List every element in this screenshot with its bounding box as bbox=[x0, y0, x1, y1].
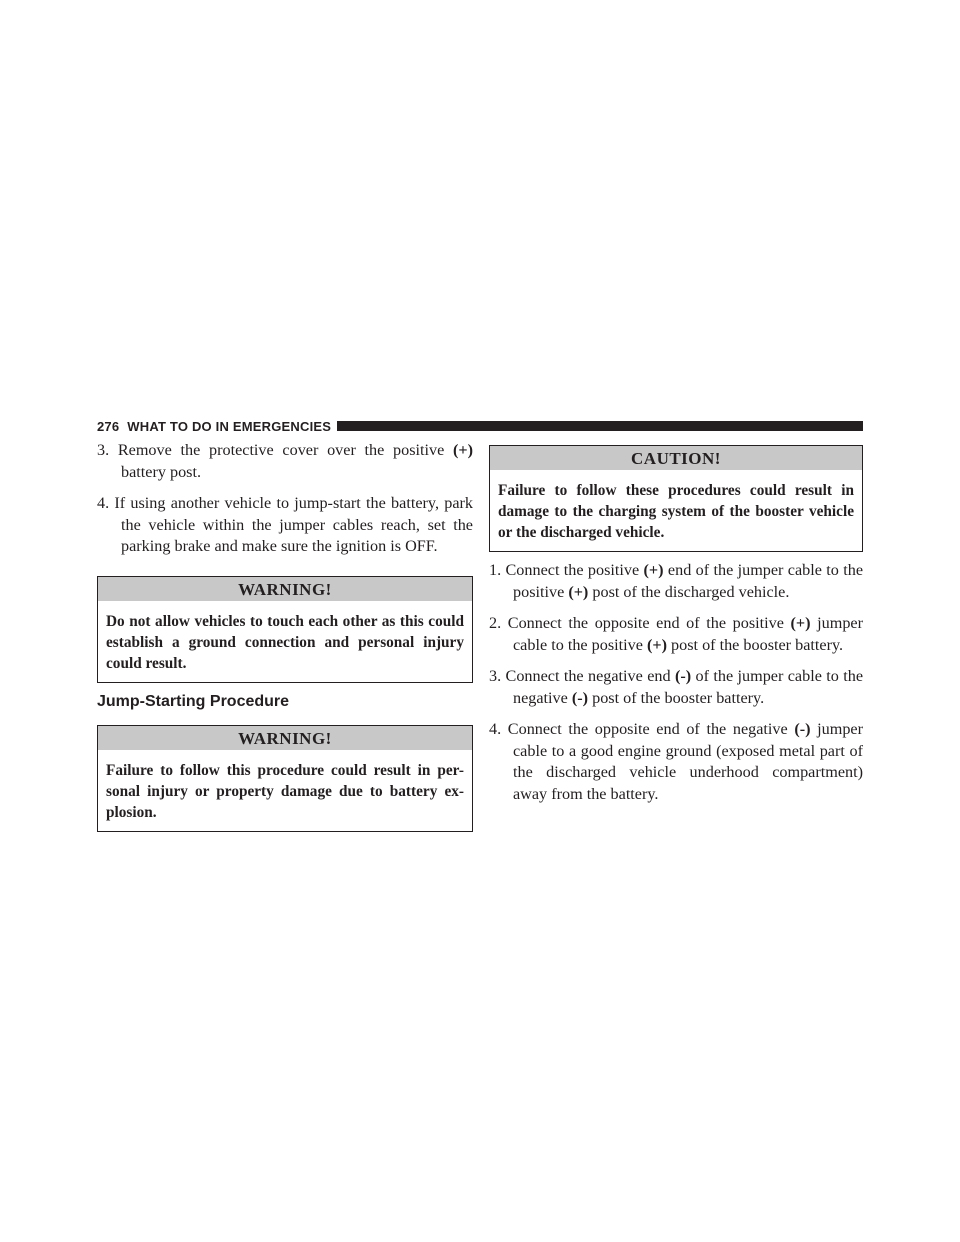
step-number: 3. bbox=[489, 667, 502, 685]
warning-text: Failure to follow this procedure could result in per-sonal injury or property damage due to battery ex-plosion. bbox=[106, 761, 464, 821]
warning-title: WARNING! bbox=[98, 726, 472, 750]
left-column bbox=[97, 440, 473, 832]
step-text: Connect the positive bbox=[505, 561, 644, 579]
positive-symbol: (+) bbox=[643, 561, 664, 579]
step-text: jumper cable to a good engine ground (exposed metal part of the discharged vehicle underhood compartment) away from the battery. bbox=[513, 720, 864, 803]
procedure-steps bbox=[489, 560, 863, 805]
warning-box-vehicles bbox=[97, 576, 473, 683]
step-text: post of the booster battery. bbox=[666, 635, 844, 654]
step-number: 2. bbox=[489, 614, 502, 632]
step-number: 4. bbox=[97, 494, 110, 512]
negative-symbol: (-) bbox=[674, 667, 692, 685]
step-text: Remove the protective cover over the positive bbox=[117, 441, 453, 459]
step-text: of the jumper cable to the negative bbox=[513, 667, 863, 707]
step-text: post of the discharged vehicle. bbox=[588, 582, 790, 601]
warning-text: Do not allow vehicles to touch each other as this could establish a ground connection and personal injury could result. bbox=[106, 612, 464, 672]
positive-symbol: (+) bbox=[790, 614, 811, 632]
subheading-jump-starting: Jump-Starting Procedure bbox=[97, 692, 290, 710]
step-text: Connect the opposite end of the negative bbox=[507, 720, 795, 738]
step-3 bbox=[97, 440, 473, 483]
procedure-step-2 bbox=[489, 613, 863, 656]
right-column bbox=[489, 445, 863, 815]
step-text: battery post. bbox=[121, 462, 202, 481]
page-number: 276 bbox=[97, 418, 120, 434]
caution-box bbox=[489, 445, 863, 552]
positive-symbol: (+) bbox=[646, 635, 667, 654]
warning-box-procedure bbox=[97, 725, 473, 832]
caution-text: Failure to follow these procedures could result in damage to the charging system of the booster vehicle or the discharged vehicle. bbox=[498, 482, 854, 541]
step-4 bbox=[97, 493, 473, 558]
positive-symbol: (+) bbox=[568, 582, 589, 601]
step-number: 1. bbox=[489, 561, 502, 579]
section-title: WHAT TO DO IN EMERGENCIES bbox=[127, 418, 332, 434]
caution-title: CAUTION! bbox=[490, 446, 862, 470]
step-number: 4. bbox=[489, 720, 502, 738]
page-header bbox=[97, 417, 863, 435]
step-number: 3. bbox=[97, 441, 110, 459]
negative-symbol: (-) bbox=[794, 720, 811, 738]
step-text: end of the jumper cable to the positive bbox=[513, 561, 864, 601]
header-rule bbox=[337, 421, 863, 431]
step-text: If using another vehicle to jump-start the battery, park the vehicle within the jumper cables reach, set the parking brake and make sure the ignition is OFF. bbox=[114, 494, 473, 555]
warning-title: WARNING! bbox=[98, 577, 472, 601]
procedure-step-4 bbox=[489, 719, 863, 805]
step-text: jumper cable to the positive bbox=[513, 614, 864, 654]
step-text: post of the booster battery. bbox=[588, 688, 765, 707]
negative-symbol: (-) bbox=[571, 688, 589, 707]
procedure-step-1 bbox=[489, 560, 863, 603]
step-text: Connect the opposite end of the positive bbox=[507, 614, 791, 632]
procedure-step-3 bbox=[489, 666, 863, 709]
step-text: Connect the negative end bbox=[505, 667, 675, 685]
positive-symbol: (+) bbox=[453, 441, 474, 459]
